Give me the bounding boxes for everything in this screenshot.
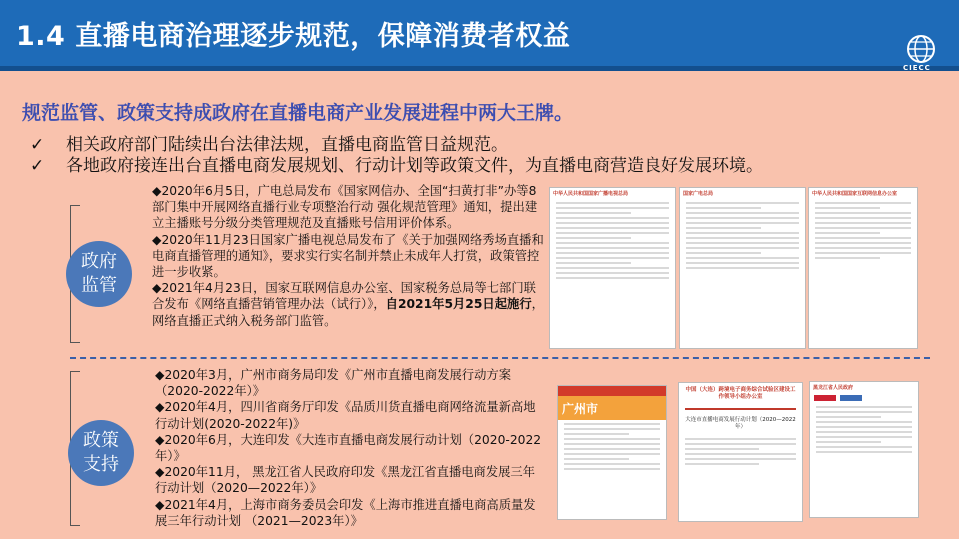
document-image — [808, 187, 918, 349]
regulation-item-bold: 自2021年5月25日起施行 — [385, 297, 532, 312]
check-icon: ✓ — [30, 156, 45, 176]
document-image — [679, 187, 806, 349]
policy-item: ◆2020年3月，广州市商务局印发《广州市直播电商发展行动方案（2020-2022年）》 — [155, 368, 511, 399]
regulation-text-block — [152, 183, 547, 329]
page-title: 1.4 直播电商治理逐步规范，保障消费者权益 — [16, 21, 571, 52]
policy-item: ◆2021年4月，上海市商务委员会印发《上海市推进直播电商高质量发展三年行动计划 （2021—2023年）》 — [155, 497, 536, 528]
doc-subtitle: 大连市直播电商发展行动计划（2020—2022年） — [685, 417, 796, 430]
doc-header: 中华人民共和国国家互联网信息办公室 — [812, 191, 898, 197]
badge-line: 政府 — [81, 251, 117, 272]
globe-logo-icon — [902, 34, 940, 64]
document-image — [678, 382, 803, 522]
policy-item: ◆2020年11月， 黑龙江省人民政府印发《黑龙江省直播电商发展三年行动计划（2020—2022年）》 — [155, 465, 536, 496]
doc-header: 国家广电总局 — [683, 191, 714, 197]
section-divider — [70, 357, 930, 359]
policy-item: ◆2020年4月，四川省商务厅印发《品质川货直播电商网络流量新高地行动计划(2020-2022年)》 — [155, 400, 536, 431]
doc-header: 中华人民共和国国家广播电视总局 — [553, 191, 629, 197]
regulation-item-prefix: ◆2021年4月23日，国家互联网信息办公室、国家税务总局等七部门联合发布《网络直播营销管理办法（试行）》， — [152, 281, 536, 312]
badge-line: 政策 — [83, 430, 119, 451]
badge-line: 监管 — [81, 275, 117, 296]
check-item — [30, 151, 763, 176]
policy-item: ◆2020年6月，大连印发《大连市直播电商发展行动计划（2020-2022年）》 — [155, 432, 542, 464]
section-badge-regulation — [66, 241, 132, 307]
check-icon: ✓ — [30, 135, 45, 155]
doc-title: 中国（大连）跨境电子商务综合试验区建设工作领导小组办公室 — [685, 387, 796, 400]
regulation-item: ◆2020年6月5日，广电总局发布《国家网信办、全国“扫黄打非”办等8部门集中开展网络直播行业专项整治行动 强化规范管理》通知，提出建立主播账号分级分类管理规范及直播账号信用评价体系。 — [152, 184, 538, 231]
section-badge-policy — [68, 420, 134, 486]
check-text: 相关政府部门陆续出台法律法规，直播电商监管日益规范。 — [66, 135, 508, 155]
check-text: 各地政府接连出台直播电商发展规划、行动计划等政策文件，为直播电商营造良好发展环境。 — [66, 156, 763, 176]
header-underline — [0, 66, 959, 71]
logo-text: CIECC — [903, 64, 931, 72]
policy-text-block — [155, 367, 547, 529]
regulation-item — [152, 280, 547, 329]
document-image — [809, 381, 919, 518]
badge-line: 支持 — [83, 454, 119, 475]
doc-banner: 广州市 — [558, 396, 666, 420]
regulation-item-suffix: ，网络直播正式纳入税务部门监管。 — [152, 297, 544, 328]
regulation-item: ◆2020年11月23日国家广播电视总局发布了《关于加强网络秀场直播和电商直播管理的通知》，要求实行实名制并禁止未成年人打赏，政策管控进一步收紧。 — [152, 232, 544, 280]
document-image — [557, 385, 667, 520]
subtitle: 规范监管、政策支持成政府在直播电商产业发展进程中两大王牌。 — [22, 102, 574, 124]
document-image — [549, 187, 676, 349]
doc-header: 黑龙江省人民政府 — [813, 385, 854, 391]
